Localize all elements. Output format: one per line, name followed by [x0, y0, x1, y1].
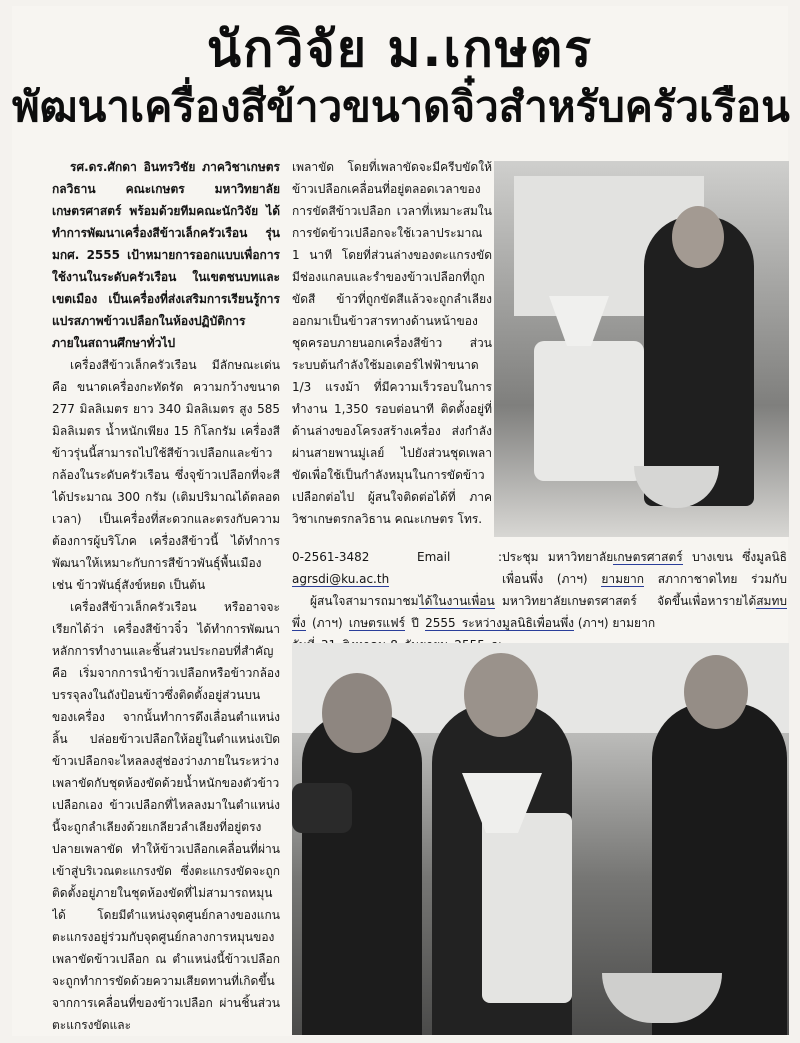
contact-phone: 0-2561-3482 Email :	[292, 550, 502, 564]
article-paragraph: เพลาขัด โดยที่เพลาขัดจะมีครีบขัดให้ข้าวเปลือกเคลื่อนที่อยู่ตลอดเวลาของการขัดสีข้าวเปลือก เวลาที่เหมาะสมในการขัดข้าวเปลือกจะใช้เวลาประมาณ 1 นาที โดยที่ส่วนล่างของตะแกรงขัด มีช่องแกลบและรำของข้าวเปลือกที่ถูกขัดสี ข้าวที่ถูกขัดสีแล้วจะถูกลำเลียงออกมาเป็นข้าวสารทางด้านหน้าของชุดครอบภายนอกเครื่องสีข้าว ส่วนระบบต้นกำลังใช้มอเตอร์ไฟฟ้าขนาด 1/3 แรงม้า ที่มีความเร็วรอบในการทำงาน 1,350 รอบต่อนาที ติดตั้งอยู่ที่ด้านล่างของโครงสร้างเครื่อง ส่งกำลังผ่านสายพานมู่เลย์ ไปยังส่วนชุดเพลาขัดเพื่อใช้เป็นกำลังหมุนในการขัดข้าวเปลือกต่อไป ผู้สนใจติดต่อได้ที่ ภาควิชาเกษตรกลวิธาน คณะเกษตร โทร.	[292, 160, 492, 526]
fair-text: ปี	[411, 616, 419, 630]
right-text: สภากาชาดไทย ร่วมกับ มหาวิทยาลัยเกษตรศาสตร์ จัดขึ้นเพื่อหารายได้	[502, 572, 787, 608]
article-right-block	[502, 546, 787, 634]
photo-person-right-head	[684, 655, 748, 729]
right-text-underlined: สมทบมูลนิธิเพื่อนพึ่ง	[502, 594, 787, 630]
photo-person-left	[302, 713, 422, 1035]
photo-machine	[534, 341, 644, 481]
contact-email: agrsdi@ku.ac.th	[292, 572, 390, 586]
photo-person-center-head	[464, 653, 538, 737]
newspaper-page	[12, 6, 788, 1036]
article-paragraph: เครื่องสีข้าวเล็กครัวเรือน มีลักษณะเด่น คือ ขนาดเครื่องกะทัดรัด ความกว้างขนาด 277 มิลลิเมตร ยาว 340 มิลลิเมตร สูง 585 มิลลิเมตร น้ำหนักเพียง 15 กิโลกรัม เครื่องสีข้าวรุ่นนี้สามารถไปใช้สีข้าวเปลือกและข้าวกล้องในระดับครัวเรือน ซึ่งจุข้าวเปลือกที่จะสีได้ประมาณ 300 กรัม (เติมปริมาณได้ตลอดเวลา) เป็นเครื่องที่สะดวกและตรงกับความต้องการผู้บริโภค เครื่องสีข้าวนี้ ได้ทำการพัฒนาให้เหมาะกับการสีข้าวพันธุ์พื้นเมือง เช่น ข้าวพันธุ์สังข์หยด เป็นต้น	[52, 358, 280, 592]
photo-person-left-head	[322, 673, 392, 753]
right-text: (ภาฯ) ยามยาก	[577, 616, 656, 630]
fair-text-underlined: ได้ในงานเพื่อนพึ่ง	[292, 594, 495, 630]
right-text-underlined: เกษตรศาสตร์	[613, 550, 683, 564]
photo-machine	[482, 813, 572, 1003]
photo-camera	[292, 783, 352, 833]
article-paragraph: เครื่องสีข้าวเล็กครัวเรือน หรืออาจจะเรียกได้ว่า เครื่องสีข้าวจิ๋ว ได้ทำการพัฒนาหลักการทำงานและชิ้นส่วนประกอบที่สำคัญคือ เริ่มจากการนำข้าวเปลือกหรือข้าวกล้องบรรจุลงในถังป้อนข้าวซึ่งติดตั้งอยู่ส่วนบนของเครื่อง จากนั้นทำการดึงเลื่อนตำแหน่งลิ้น ปล่อยข้าวเปลือกให้อยู่ในตำแหน่งเปิด ข้าวเปลือกจะไหลลงสู่ช่องว่างภายในระหว่างเพลาขัดกับชุดห้องขัดด้วยน้ำหนักของตัวข้าวเปลือกเอง ข้าวเปลือกที่ไหลลงมาในตำแหน่งนี้จะถูกลำเลียงด้วยเกลียวลำเลียงที่อยู่ตรงปลายเพลาขัด ทำให้ข้าวเปลือกเคลื่อนที่ผ่านเข้าสู่บริเวณตะแกรงขัด ซึ่งตะแกรงขัดจะถูกติดตั้งอยู่ภายในชุดห้องขัดที่ไม่สามารถหมุนได้ โดยมีตำแหน่งจุดศูนย์กลางของแกนตะแกรงอยู่ร่วมกับจุดศูนย์กลางการหมุนของเพลาขัดข้าวเปลือก ณ ตำแหน่งนี้ข้าวเปลือกจะถูกทำการขัดด้วยความเสียดทานที่เกิดขึ้นจากการเคลื่อนที่ของข้าวเปลือก ผ่านชิ้นส่วนตะแกรงขัดและ	[52, 600, 280, 1031]
article-column-2	[292, 156, 492, 534]
fair-text: ผู้สนใจสามารถมาชม	[310, 594, 419, 608]
fair-text: (ภาฯ)	[311, 616, 343, 630]
headline-line-2: พัฒนาเครื่องสีข้าวขนาดจิ๋วสำหรับครัวเรือน	[12, 82, 790, 131]
fair-text-underlined: 2555 ระหว่าง	[425, 616, 502, 630]
right-text-underlined: ยามยาก	[601, 572, 645, 586]
headline-line-1: นักวิจัย ม.เกษตร	[206, 20, 594, 78]
article-column-1	[52, 156, 280, 1031]
fair-text-underlined: เกษตรแฟร์	[348, 616, 406, 630]
photo-researcher-with-machine	[494, 161, 789, 537]
right-text: ประชุม มหาวิทยาลัย	[502, 550, 614, 564]
article-lead: รศ.ดร.ศักดา อินทรวิชัย ภาควิชาเกษตรกลวิธาน คณะเกษตร มหาวิทยาลัยเกษตรศาสตร์ พร้อมด้วยทีมคณะนักวิจัย ได้ทำการพัฒนาเครื่องสีข้าวเล็กครัวเรือน รุ่น มกศ. 2555 เป้าหมายการออกแบบเพื่อการใช้งานในระดับครัวเรือน ในเขตชนบทและเขตเมือง เป็นเครื่องที่ส่งเสริมการเรียนรู้การแปรสภาพข้าวเปลือกในห้องปฏิบัติการภายในสถานศึกษาทั่วไป	[52, 160, 280, 350]
photo-officials-viewing-machine	[292, 643, 789, 1035]
photo-person-head	[672, 206, 724, 268]
right-text: บางเขน ซึ่งมูลนิธิเพื่อนพึ่ง (ภาฯ)	[502, 550, 787, 586]
photo-machine-hopper	[549, 296, 609, 346]
